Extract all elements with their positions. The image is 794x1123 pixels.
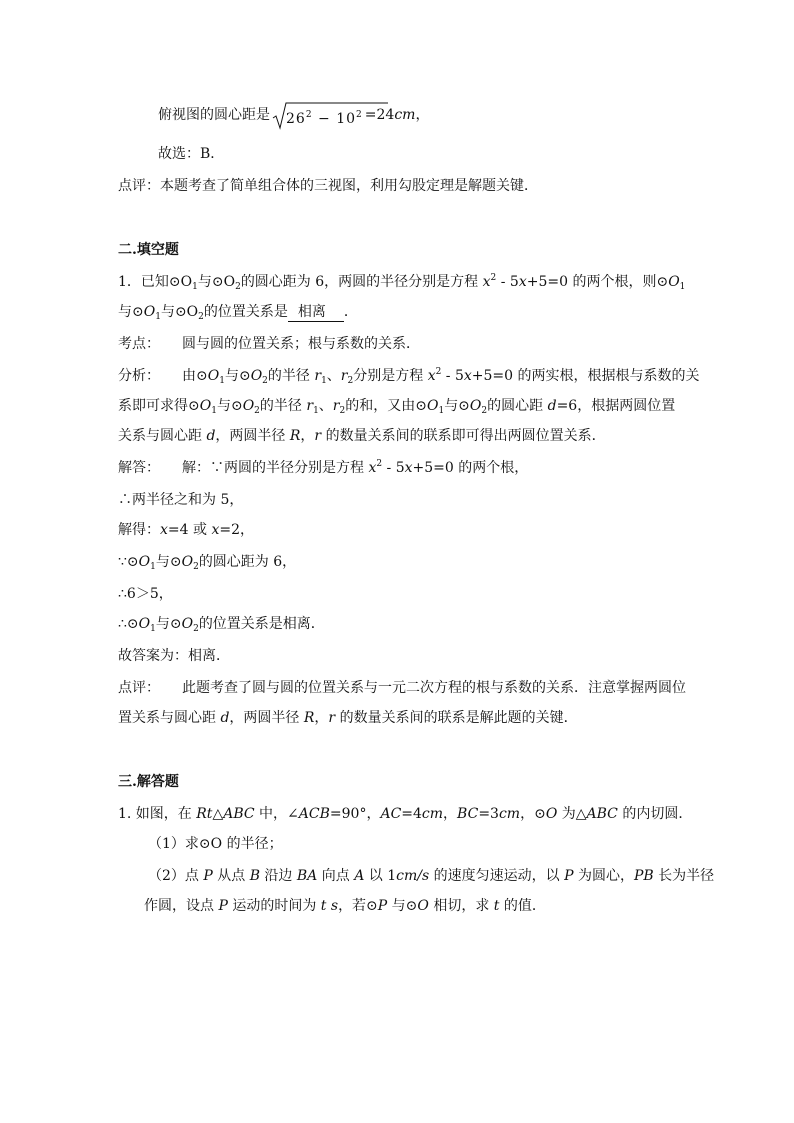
- final-answer-line: 故答案为：相离．: [118, 648, 230, 664]
- unit: cm: [394, 107, 416, 123]
- distance-formula-line: [158, 102, 429, 128]
- choice-line: 故选：B．: [158, 146, 225, 162]
- radicand-a: 26: [286, 111, 306, 127]
- analysis-line-3: 关系与圆心距 d，两圆半径 R，r 的数量关系间的联系即可得出两圆位置关系．: [118, 428, 606, 444]
- answer-blank: 相离: [288, 304, 344, 322]
- analysis-line-2: 系即可求得$⊙O_1$与$⊙O_2$的半径 $r_1$、$r_2$的和，又由$⊙O_1$与$⊙O_2$的圆心距 d=6，根据两圆位置: [118, 398, 676, 416]
- question-1-line-2: 与$⊙O_1$与$⊙O_2$的位置关系是 相离 ．: [118, 304, 358, 322]
- exponent: 2: [305, 110, 313, 120]
- punct: ，: [415, 107, 430, 123]
- review-line-2: 置关系与圆心距 d，两圆半径 R，r 的数量关系间的联系是解此题的关键．: [118, 710, 578, 726]
- problem-statement: 1. 如图，在 Rt△ABC 中，∠ACB=90°，AC=4cm，BC=3cm，⊙O 为△ABC 的内切圆．: [118, 806, 693, 822]
- radicand-b: 10: [336, 111, 357, 127]
- step-2: 解得：x=4 或 x=2，: [118, 522, 254, 538]
- step-1: ∴两半径之和为 5，: [118, 492, 244, 508]
- radical-sign: [272, 102, 388, 130]
- step-4: ∴6＞5，: [118, 586, 173, 602]
- sub-question-2-line-1: （2）点 P 从点 B 沿边 BA 向点 A 以 1cm/s 的速度匀速运动，以 P 为圆心，PB 长为半径: [148, 868, 715, 884]
- section-heading-fill-blank: 二.填空题: [118, 242, 179, 258]
- kaodian-line: 考点： 圆与圆的位置关系；根与系数的关系．: [118, 336, 420, 352]
- section-heading-solve: 三.解答题: [118, 774, 179, 790]
- review-line-1: 点评： 此题考查了圆与圆的位置关系与一元二次方程的根与系数的关系．注意掌握两圆位: [118, 680, 686, 696]
- result: =24: [364, 107, 395, 123]
- analysis-line-1: 分析： 由$⊙O_1$与$⊙O_2$的半径 $r_1$、$r_2$分别是方程 $x^2 - 5x+5=0$ 的两实根，根据根与系数的关: [118, 367, 700, 386]
- step-5: $\therefore⊙O_1$与$⊙O_2$的位置关系是相离．: [118, 616, 325, 634]
- question-1-line-1: 1．已知$⊙O_1$与$⊙O_2$的圆心距为 6，两圆的半径分别是方程 $x^2 - 5x+5=0$ 的两个根，则$⊙O_1$: [118, 273, 686, 292]
- step-3: $\because⊙O_1$与$⊙O_2$的圆心距为 6，: [118, 554, 297, 572]
- comment-line: 点评：本题考查了简单组合体的三视图，利用勾股定理是解题关键．: [118, 178, 538, 194]
- minus-sign: −: [318, 111, 331, 127]
- text: 俯视图的圆心距是: [158, 107, 270, 123]
- square-root: [272, 102, 363, 128]
- sub-question-1: （1）求⊙O 的半径；: [148, 836, 283, 852]
- sub-question-2-line-2: 作圆，设点 P 运动的时间为 t s，若⊙P 与⊙O 相切，求 t 的值．: [144, 898, 546, 914]
- exponent: 2: [356, 110, 363, 120]
- solution-line: 解答： 解：∵两圆的半径分别是方程 $x^2 - 5x+5=0$ 的两个根，: [118, 459, 529, 476]
